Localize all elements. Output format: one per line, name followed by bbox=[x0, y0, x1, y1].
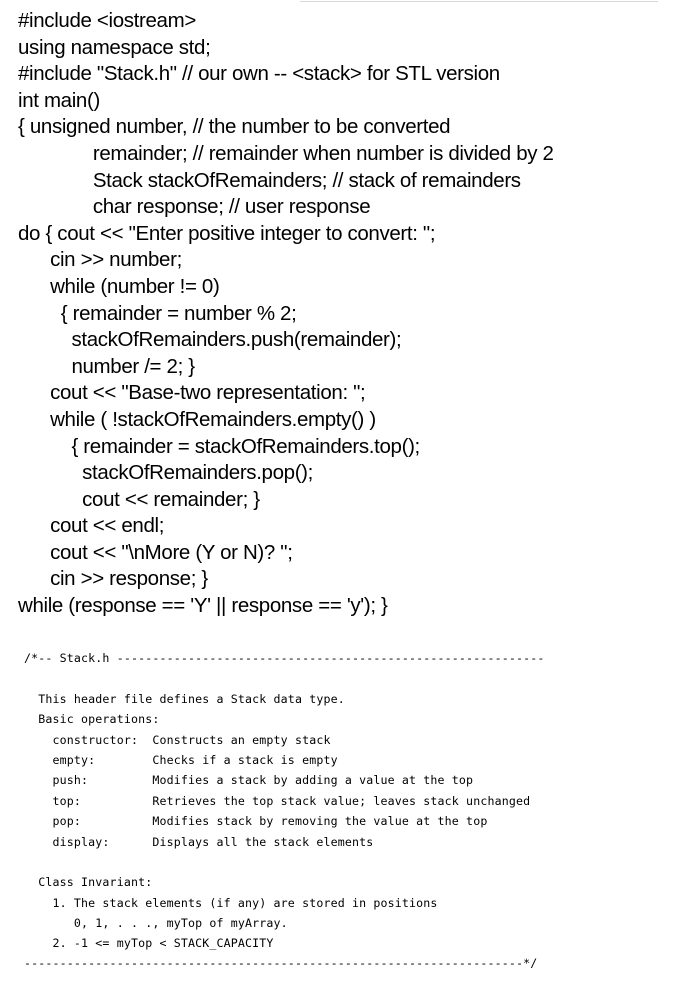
header-line: constructor: Constructs an empty stack bbox=[24, 732, 331, 747]
code-line: while ( !stackOfRemainders.empty() ) bbox=[18, 407, 376, 431]
code-line: char response; // user response bbox=[18, 195, 371, 219]
code-line: int main() bbox=[18, 88, 100, 112]
header-line: Basic operations: bbox=[24, 712, 160, 727]
header-line: 2. -1 <= myTop < STACK_CAPACITY bbox=[24, 936, 274, 951]
code-line: { remainder = number % 2; bbox=[18, 301, 297, 325]
code-line: #include "Stack.h" // our own -- <stack> for STL version bbox=[18, 62, 500, 86]
header-line: top: Retrieves the top stack value; leaves stack unchanged bbox=[24, 793, 531, 808]
code-line: number /= 2; } bbox=[18, 354, 195, 378]
code-line: stackOfRemainders.push(remainder); bbox=[18, 328, 402, 352]
header-line bbox=[24, 852, 664, 872]
code-line: do { cout << "Enter positive integer to convert: "; bbox=[18, 221, 436, 245]
code-line: using namespace std; bbox=[18, 35, 211, 59]
code-line: { unsigned number, // the number to be converted bbox=[18, 115, 451, 139]
code-line: cout << "\nMore (Y or N)? "; bbox=[18, 540, 293, 564]
main-program-code bbox=[18, 8, 668, 620]
code-line: cout << endl; bbox=[18, 514, 165, 538]
header-line: /*-- Stack.h ------------------------------------------------------------ bbox=[24, 651, 545, 665]
header-line: 0, 1, . . ., myTop of myArray. bbox=[24, 916, 288, 931]
code-line: cout << "Base-two representation: "; bbox=[18, 381, 366, 405]
top-divider bbox=[300, 1, 658, 2]
code-line: while (response == 'Y' || response == 'y'); } bbox=[18, 594, 388, 618]
header-line: This header file defines a Stack data type. bbox=[24, 691, 345, 706]
header-line: display: Displays all the stack elements bbox=[24, 834, 374, 849]
header-line bbox=[24, 668, 664, 688]
stack-header-comment bbox=[24, 648, 664, 972]
code-line: #include <iostream> bbox=[18, 9, 196, 32]
code-line: cin >> response; } bbox=[18, 567, 208, 591]
header-line: empty: Checks if a stack is empty bbox=[24, 752, 338, 767]
code-line: cout << remainder; } bbox=[18, 487, 260, 511]
header-line: push: Modifies a stack by adding a value at the top bbox=[24, 773, 474, 788]
code-line: stackOfRemainders.pop(); bbox=[18, 461, 314, 485]
code-line: while (number != 0) bbox=[18, 274, 220, 298]
header-line: ----------------------------------------------------------------------*/ bbox=[24, 955, 538, 970]
header-line: 1. The stack elements (if any) are stored in positions bbox=[24, 895, 438, 910]
header-line: pop: Modifies stack by removing the value at the top bbox=[24, 814, 488, 829]
header-line: Class Invariant: bbox=[24, 875, 153, 890]
code-line: remainder; // remainder when number is divided by 2 bbox=[18, 141, 554, 165]
code-line: cin >> number; bbox=[18, 248, 182, 272]
code-line: { remainder = stackOfRemainders.top(); bbox=[18, 434, 420, 458]
code-line: Stack stackOfRemainders; // stack of remainders bbox=[18, 168, 521, 192]
